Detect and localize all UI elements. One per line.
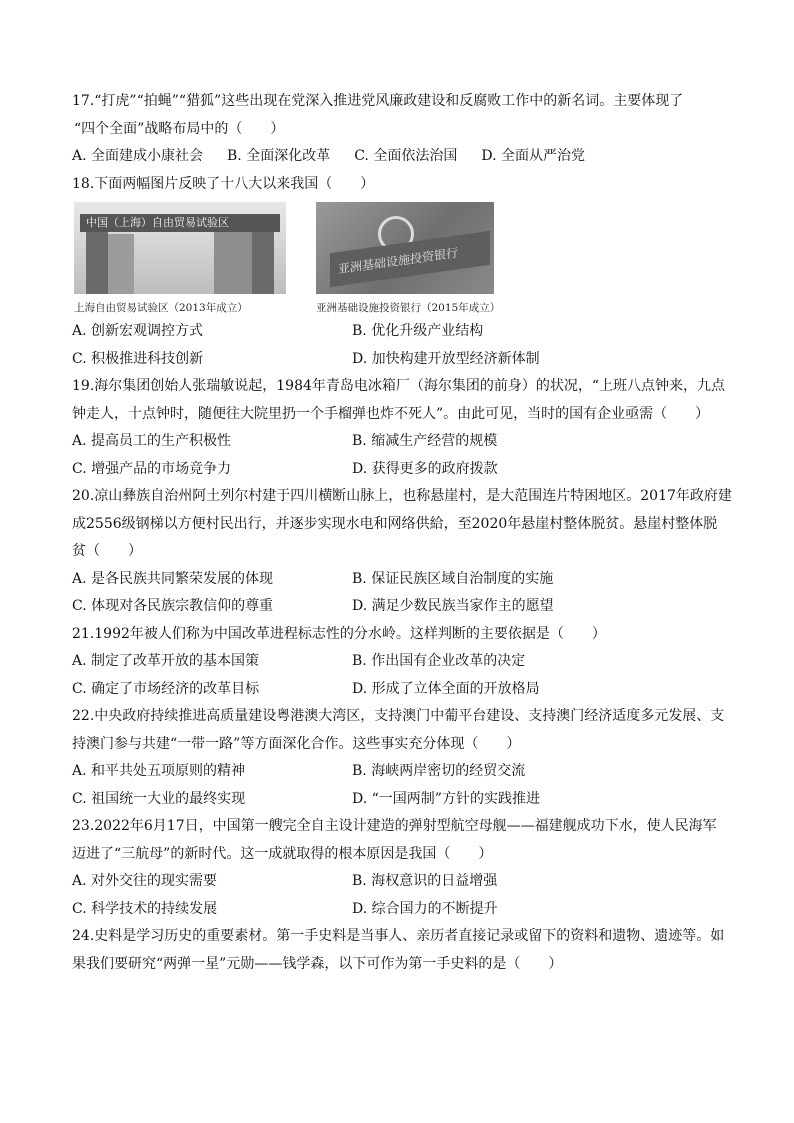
free-trade-zone-gate-photo: [74, 202, 286, 294]
question-stem: 成2556级钢梯以方便村民出行，并逐步实现水电和网络供給，至2020年悬崖村整体脱贫。悬崖村整体脱: [72, 515, 718, 532]
question-stem: 迈进了“三航母”的新时代。这一成就取得的根本原因是我国（ ）: [72, 845, 493, 862]
option-c[interactable]: C. 确定了市场经济的改革目标: [72, 680, 260, 697]
question-22: [72, 703, 725, 813]
option-row: [72, 143, 722, 171]
option-c[interactable]: C. 积极推进科技创新: [72, 350, 204, 367]
option-grid: [72, 566, 722, 621]
question-stem: 20.凉山彝族自治州阿土列尔村建于四川横断山脉上，也称悬崖村，是大范围连片特困地区。2017年政府建: [72, 488, 732, 504]
aiib-sign-text: 亚洲基础设施投资银行: [338, 245, 459, 277]
option-c[interactable]: C. 祖国统一大业的最终实现: [72, 790, 246, 807]
gate-sign-text: 中国（上海）自由贸易试验区: [86, 216, 229, 229]
option-c[interactable]: C. 科学技术的持续发展: [72, 900, 218, 917]
question-20: [72, 483, 732, 621]
option-a[interactable]: A. 提高员工的生产积极性: [72, 433, 232, 449]
option-b[interactable]: B. 全面深化改革: [227, 148, 331, 164]
question-stem: 贫（ ）: [72, 543, 142, 559]
option-a[interactable]: A. 全面建成小康社会: [72, 148, 204, 164]
option-grid: [72, 648, 722, 703]
question-stem: 21.1992年被人们称为中国改革进程标志性的分水岭。这样判断的主要依据是（ ）: [72, 625, 606, 642]
question-stem: 22.中央政府持续推进高质量建设粤港澳大湾区，支持澳门中葡平台建设、支持澳门经济适度多元发展、支: [72, 708, 725, 724]
question-stem: 持澳门参与共建“一带一路”等方面深化合作。这些事实充分体现（ ）: [72, 735, 521, 752]
option-grid: [72, 318, 722, 373]
figure-pair: [72, 202, 722, 318]
option-b[interactable]: B. 缩减生产经营的规模: [352, 433, 498, 449]
question-18: [72, 171, 722, 374]
exam-page: [72, 88, 732, 978]
option-d[interactable]: D. 获得更多的政府拨款: [352, 460, 498, 477]
question-stem: 19.海尔集团创始人张瑞敏说起，1984年青岛电冰箱厂（海尔集团的前身）的状况，“上班八点钟来，九点: [72, 378, 726, 394]
option-d[interactable]: D. “一国两制”方针的实践推进: [352, 790, 540, 807]
option-b[interactable]: B. 海峡两岸密切的经贸交流: [352, 763, 526, 779]
figure-caption: 亚洲基础设施投资银行（2015年成立）: [316, 302, 501, 314]
option-a[interactable]: A. 和平共处五项原则的精神: [72, 763, 246, 779]
question-stem: 18.下面两幅图片反映了十八大以来我国（ ）: [72, 175, 375, 192]
option-d[interactable]: D. 加快构建开放型经济新体制: [352, 350, 540, 367]
question-stem: 果我们要研究“两弹一星”元勋——钱学森，以下可作为第一手史料的是（ ）: [72, 955, 563, 972]
option-a[interactable]: A. 创新宏观调控方式: [72, 323, 204, 339]
option-c[interactable]: C. 全面依法治国: [354, 148, 458, 164]
option-b[interactable]: B. 作出国有企业改革的决定: [352, 653, 526, 669]
option-b[interactable]: B. 优化升级产业结构: [352, 323, 484, 339]
question-17: [72, 88, 722, 171]
question-stem: 钟走人，十点钟时，随便往大院里扔一个手榴弹也炸不死人”。由此可见，当时的国有企业亟需（ ）: [72, 405, 710, 422]
option-a[interactable]: A. 是各民族共同繁荣发展的体现: [72, 570, 274, 587]
option-b[interactable]: B. 保证民族区域自治制度的实施: [352, 570, 554, 587]
question-stem: 23.2022年6月17日，中国第一艘完全自主设计建造的弹射型航空母舰——福建舰成功下水，使人民海军: [72, 818, 717, 834]
question-21: [72, 621, 722, 704]
option-b[interactable]: B. 海权意识的日益增强: [352, 873, 498, 889]
figure-caption: 上海自由贸易试验区（2013年成立）: [74, 302, 248, 314]
figure-aiib: [316, 202, 501, 318]
option-a[interactable]: A. 制定了改革开放的基本国策: [72, 653, 260, 669]
figure-free-trade-zone: [74, 202, 288, 318]
option-d[interactable]: D. 全面从严治党: [481, 148, 585, 164]
option-d[interactable]: D. 满足少数民族当家作主的愿望: [352, 598, 554, 614]
option-c[interactable]: C. 体现对各民族宗教信仰的尊重: [72, 598, 274, 614]
option-c[interactable]: C. 增强产品的市场竞争力: [72, 460, 232, 477]
option-d[interactable]: D. 综合国力的不断提升: [352, 900, 498, 917]
option-grid: [72, 758, 722, 813]
aiib-logo-sign-photo: [316, 202, 494, 294]
question-24: [72, 923, 725, 978]
question-19: [72, 373, 726, 483]
option-a[interactable]: A. 对外交往的现实需要: [72, 873, 218, 889]
question-23: [72, 813, 722, 923]
option-d[interactable]: D. 形成了立体全面的开放格局: [352, 680, 540, 697]
question-stem: 17.“打虎”“拍蝇”“猎狐”这些出现在党深入推进党风廉政建设和反腐败工作中的新名词。主要体现了: [72, 93, 684, 109]
question-stem: “四个全面”战略布局中的（ ）: [74, 120, 285, 137]
question-stem: 24.史料是学习历史的重要素材。第一手史料是当事人、亲历者直接记录或留下的资料和遗物、遗迹等。如: [72, 928, 725, 944]
option-grid: [72, 868, 722, 923]
option-grid: [72, 428, 722, 483]
